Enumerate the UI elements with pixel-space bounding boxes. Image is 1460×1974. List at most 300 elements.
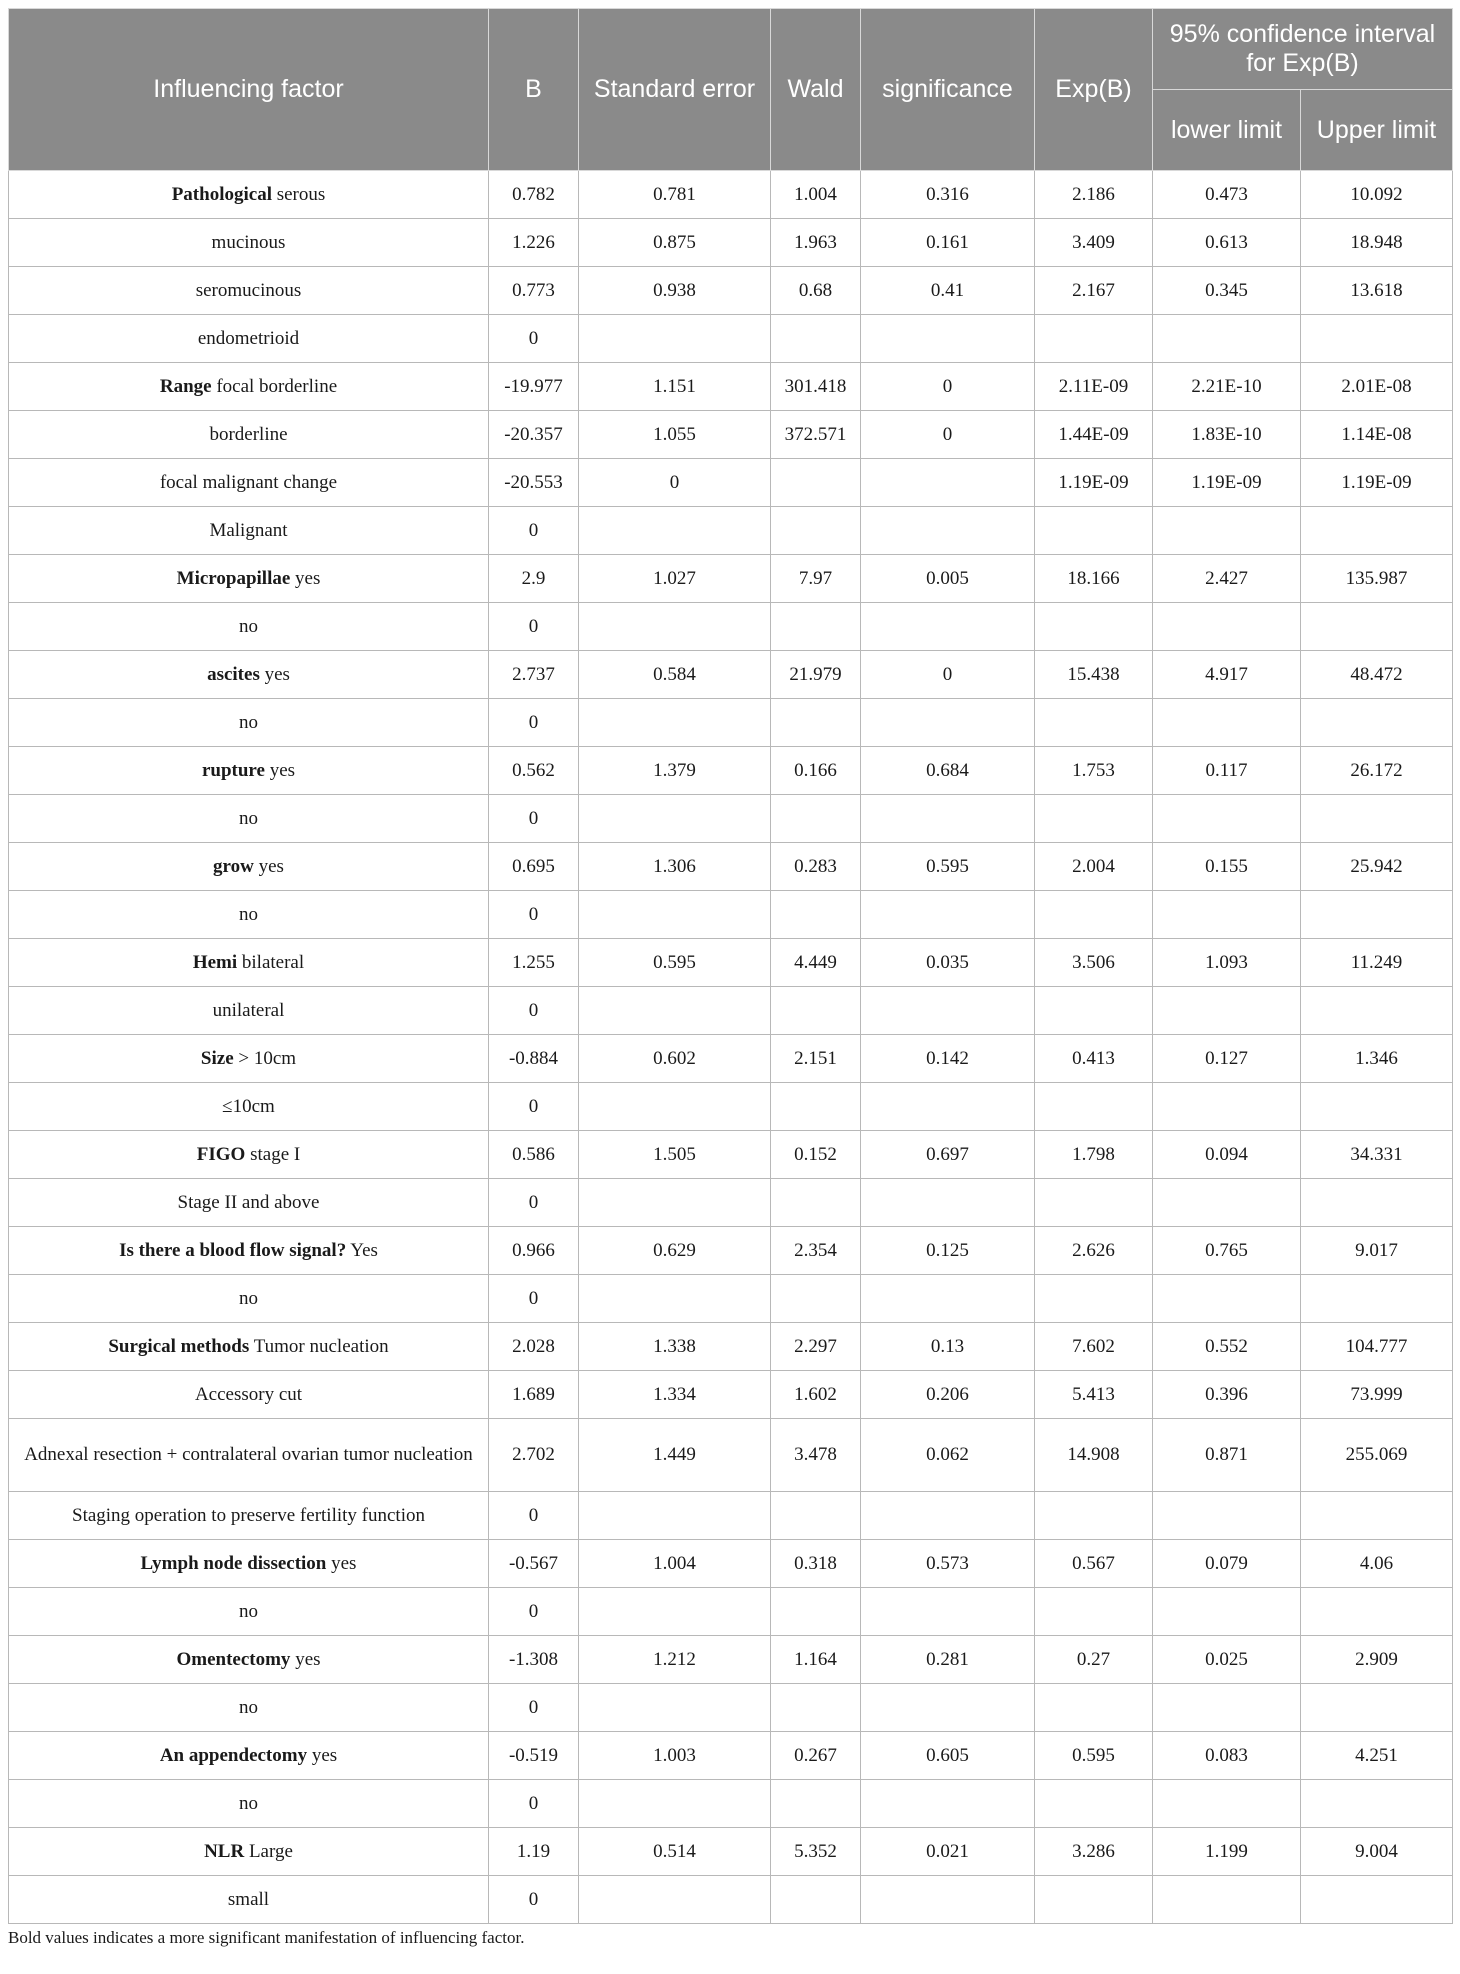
header-upper-limit: Upper limit [1301,90,1453,171]
cell-sig [861,1275,1035,1323]
cell-sig: 0.605 [861,1732,1035,1780]
cell-upper [1301,603,1453,651]
factor-level: no [239,1600,258,1622]
cell-se: 0.584 [579,651,771,699]
cell-se: 0.781 [579,171,771,219]
cell-sig [861,699,1035,747]
cell-expb: 0.567 [1035,1540,1153,1588]
cell-se: 1.027 [579,555,771,603]
table-row [9,1540,1453,1588]
table-row [9,939,1453,987]
cell-lower [1153,1780,1301,1828]
cell-expb [1035,1588,1153,1636]
factor-name: rupture [201,759,265,781]
cell-se: 1.505 [579,1131,771,1179]
table-row [9,1419,1453,1492]
cell-upper [1301,1684,1453,1732]
cell-factor [9,1227,489,1275]
cell-b: 0.966 [489,1227,579,1275]
cell-wald: 3.478 [771,1419,861,1492]
cell-b: 0 [489,315,579,363]
cell-lower: 0.127 [1153,1035,1301,1083]
cell-b: 0 [489,1179,579,1227]
cell-wald: 1.963 [771,219,861,267]
cell-wald [771,1876,861,1924]
header-standard-error: Standard error [579,9,771,171]
cell-factor [9,315,489,363]
cell-expb: 2.167 [1035,267,1153,315]
cell-sig: 0 [861,651,1035,699]
cell-se [579,1876,771,1924]
factor-level: ≤10cm [222,1095,275,1117]
cell-factor [9,1636,489,1684]
cell-b: 0 [489,603,579,651]
cell-wald: 7.97 [771,555,861,603]
cell-sig: 0.573 [861,1540,1035,1588]
cell-factor [9,1828,489,1876]
cell-expb [1035,1083,1153,1131]
factor-level: Staging operation to preserve fertility function [72,1504,425,1526]
cell-sig [861,315,1035,363]
cell-factor [9,219,489,267]
cell-sig [861,1492,1035,1540]
cell-sig: 0.697 [861,1131,1035,1179]
cell-factor [9,939,489,987]
cell-expb: 1.19E-09 [1035,459,1153,507]
cell-upper: 255.069 [1301,1419,1453,1492]
cell-b: 0 [489,891,579,939]
cell-sig: 0.035 [861,939,1035,987]
regression-table [8,8,1453,1924]
factor-level: yes [295,1648,321,1670]
cell-upper: 25.942 [1301,843,1453,891]
table-row [9,843,1453,891]
factor-level: yes [264,663,290,685]
cell-lower: 0.765 [1153,1227,1301,1275]
cell-wald: 0.166 [771,747,861,795]
cell-upper: 26.172 [1301,747,1453,795]
factor-level: yes [295,567,321,589]
cell-wald [771,507,861,555]
cell-expb: 2.004 [1035,843,1153,891]
cell-b: 0.695 [489,843,579,891]
cell-wald: 5.352 [771,1828,861,1876]
cell-se [579,1275,771,1323]
factor-level: no [239,615,258,637]
cell-wald: 0.152 [771,1131,861,1179]
cell-factor [9,1588,489,1636]
cell-lower: 0.396 [1153,1371,1301,1419]
cell-wald [771,1684,861,1732]
cell-upper: 13.618 [1301,267,1453,315]
cell-se: 0.514 [579,1828,771,1876]
table-row [9,1828,1453,1876]
table-row [9,1636,1453,1684]
cell-wald: 0.318 [771,1540,861,1588]
header-influencing-factor: Influencing factor [9,9,489,171]
cell-se: 1.003 [579,1732,771,1780]
cell-wald: 4.449 [771,939,861,987]
table-row [9,1275,1453,1323]
cell-wald [771,1179,861,1227]
cell-se [579,699,771,747]
cell-sig [861,1684,1035,1732]
factor-name: Range [159,375,212,397]
cell-se: 1.379 [579,747,771,795]
factor-level: unilateral [212,999,285,1021]
cell-b: -20.553 [489,459,579,507]
cell-wald: 2.354 [771,1227,861,1275]
cell-b: 2.9 [489,555,579,603]
cell-b: 0 [489,1780,579,1828]
cell-factor [9,1179,489,1227]
cell-sig [861,1876,1035,1924]
cell-b: -1.308 [489,1636,579,1684]
cell-lower: 0.871 [1153,1419,1301,1492]
cell-se: 0.875 [579,219,771,267]
cell-se [579,795,771,843]
header-wald: Wald [771,9,861,171]
cell-se: 1.212 [579,1636,771,1684]
cell-upper [1301,315,1453,363]
cell-lower [1153,507,1301,555]
cell-sig [861,1083,1035,1131]
cell-expb [1035,1275,1153,1323]
cell-se: 0.602 [579,1035,771,1083]
header-b: B [489,9,579,171]
cell-upper: 2.01E-08 [1301,363,1453,411]
cell-b: 0 [489,795,579,843]
factor-name: Micropapillae [176,567,291,589]
cell-upper: 1.346 [1301,1035,1453,1083]
cell-lower: 0.552 [1153,1323,1301,1371]
cell-wald [771,315,861,363]
table-row [9,1780,1453,1828]
cell-factor [9,363,489,411]
factor-level: Accessory cut [194,1383,303,1405]
cell-factor [9,1275,489,1323]
cell-expb [1035,1876,1153,1924]
table-row [9,411,1453,459]
cell-wald [771,987,861,1035]
factor-level: > 10cm [238,1047,297,1069]
factor-level: no [239,711,258,733]
table-row [9,1323,1453,1371]
header-lower-limit: lower limit [1153,90,1301,171]
cell-upper: 11.249 [1301,939,1453,987]
factor-level: mucinous [211,231,286,253]
cell-se [579,603,771,651]
cell-wald: 372.571 [771,411,861,459]
cell-b: 2.028 [489,1323,579,1371]
cell-factor [9,1371,489,1419]
factor-level: yes [258,855,284,877]
factor-name: Surgical methods [108,1335,250,1357]
cell-b: 0 [489,1588,579,1636]
cell-factor [9,891,489,939]
cell-upper [1301,507,1453,555]
cell-b: 0 [489,1876,579,1924]
factor-name: ascites [207,663,260,685]
table-row [9,699,1453,747]
table-row [9,1083,1453,1131]
cell-expb: 5.413 [1035,1371,1153,1419]
factor-level: Tumor nucleation [253,1335,389,1357]
cell-factor [9,1492,489,1540]
header-exp-b: Exp(B) [1035,9,1153,171]
cell-factor [9,555,489,603]
cell-sig [861,795,1035,843]
cell-lower: 2.21E-10 [1153,363,1301,411]
table-body [9,171,1453,1924]
cell-factor [9,1540,489,1588]
cell-expb: 3.506 [1035,939,1153,987]
cell-factor [9,1684,489,1732]
cell-factor [9,507,489,555]
factor-level: focal malignant change [159,471,338,493]
cell-lower: 1.19E-09 [1153,459,1301,507]
cell-wald [771,795,861,843]
cell-factor [9,1419,489,1492]
cell-upper: 2.909 [1301,1636,1453,1684]
cell-b: 1.255 [489,939,579,987]
cell-upper: 4.06 [1301,1540,1453,1588]
cell-se: 0.629 [579,1227,771,1275]
cell-sig [861,1179,1035,1227]
cell-sig: 0.062 [861,1419,1035,1492]
cell-expb [1035,699,1153,747]
cell-sig: 0.005 [861,555,1035,603]
factor-name: Omentectomy [176,1648,291,1670]
table-row [9,171,1453,219]
factor-name: FIGO [196,1143,246,1165]
factor-name: grow [213,855,254,877]
cell-lower [1153,1876,1301,1924]
cell-upper [1301,1275,1453,1323]
cell-se [579,315,771,363]
factor-name: Size [200,1047,234,1069]
table-header [9,9,1453,171]
cell-upper [1301,795,1453,843]
table-row [9,363,1453,411]
cell-wald [771,891,861,939]
table-row [9,1732,1453,1780]
cell-wald [771,1083,861,1131]
factor-level: no [239,1287,258,1309]
cell-lower: 1.093 [1153,939,1301,987]
cell-factor [9,1732,489,1780]
table-row [9,1371,1453,1419]
cell-se [579,1588,771,1636]
cell-se: 1.004 [579,1540,771,1588]
factor-level: focal borderline [216,375,338,397]
table-row [9,1179,1453,1227]
factor-level: Adnexal resection + contralateral ovarian tumor nucleation [24,1444,473,1465]
cell-b: 0 [489,1684,579,1732]
cell-se [579,1083,771,1131]
cell-lower: 0.345 [1153,267,1301,315]
cell-b: 0 [489,507,579,555]
cell-upper: 10.092 [1301,171,1453,219]
factor-level: no [239,1792,258,1814]
cell-lower [1153,315,1301,363]
cell-upper: 9.004 [1301,1828,1453,1876]
cell-upper [1301,1083,1453,1131]
cell-factor [9,1131,489,1179]
cell-se: 1.338 [579,1323,771,1371]
cell-upper [1301,1492,1453,1540]
cell-se: 1.055 [579,411,771,459]
cell-upper [1301,1588,1453,1636]
cell-sig: 0.684 [861,747,1035,795]
cell-factor [9,795,489,843]
table-row [9,987,1453,1035]
cell-expb: 15.438 [1035,651,1153,699]
cell-lower: 0.155 [1153,843,1301,891]
cell-se: 1.151 [579,363,771,411]
cell-upper: 73.999 [1301,1371,1453,1419]
cell-sig: 0.161 [861,219,1035,267]
cell-expb [1035,987,1153,1035]
factor-name: An appendectomy [159,1744,308,1766]
cell-wald: 2.151 [771,1035,861,1083]
cell-sig: 0.125 [861,1227,1035,1275]
cell-b: 1.226 [489,219,579,267]
cell-expb: 2.626 [1035,1227,1153,1275]
cell-sig [861,507,1035,555]
cell-sig [861,987,1035,1035]
factor-level: endometrioid [197,327,300,349]
cell-lower: 0.613 [1153,219,1301,267]
cell-b: 0.562 [489,747,579,795]
cell-expb [1035,1684,1153,1732]
cell-expb: 7.602 [1035,1323,1153,1371]
cell-lower [1153,1275,1301,1323]
cell-lower [1153,1179,1301,1227]
cell-se [579,1780,771,1828]
cell-wald: 0.68 [771,267,861,315]
cell-b: -20.357 [489,411,579,459]
cell-b: 0 [489,699,579,747]
cell-wald [771,1588,861,1636]
cell-expb: 3.409 [1035,219,1153,267]
cell-wald: 0.267 [771,1732,861,1780]
cell-expb: 0.413 [1035,1035,1153,1083]
cell-upper: 48.472 [1301,651,1453,699]
cell-upper [1301,699,1453,747]
cell-upper: 34.331 [1301,1131,1453,1179]
cell-b: -0.884 [489,1035,579,1083]
cell-expb [1035,795,1153,843]
cell-expb [1035,603,1153,651]
cell-b: 1.19 [489,1828,579,1876]
cell-upper: 18.948 [1301,219,1453,267]
cell-se [579,891,771,939]
cell-sig: 0.142 [861,1035,1035,1083]
cell-sig: 0.595 [861,843,1035,891]
cell-expb: 0.595 [1035,1732,1153,1780]
cell-sig: 0.13 [861,1323,1035,1371]
cell-factor [9,1876,489,1924]
cell-sig [861,891,1035,939]
cell-upper: 1.19E-09 [1301,459,1453,507]
cell-b: 2.702 [489,1419,579,1492]
table-row [9,555,1453,603]
cell-lower [1153,987,1301,1035]
cell-lower [1153,795,1301,843]
cell-factor [9,651,489,699]
cell-sig [861,1780,1035,1828]
cell-wald: 2.297 [771,1323,861,1371]
cell-wald [771,459,861,507]
cell-lower [1153,1588,1301,1636]
cell-expb [1035,1492,1153,1540]
table-row [9,1227,1453,1275]
cell-upper [1301,1876,1453,1924]
factor-name: Is there a blood flow signal? [119,1239,347,1261]
factor-level: no [239,903,258,925]
cell-lower: 0.083 [1153,1732,1301,1780]
cell-lower: 0.094 [1153,1131,1301,1179]
cell-se: 1.449 [579,1419,771,1492]
cell-upper [1301,1780,1453,1828]
cell-factor [9,747,489,795]
table-footnote: Bold values indicates a more significant manifestation of influencing factor. [8,1928,525,1947]
cell-expb: 1.798 [1035,1131,1153,1179]
cell-factor [9,603,489,651]
cell-factor [9,1083,489,1131]
cell-upper [1301,891,1453,939]
factor-level: no [239,1696,258,1718]
cell-se: 0.938 [579,267,771,315]
factor-level: borderline [209,423,288,445]
cell-lower [1153,699,1301,747]
cell-lower: 0.117 [1153,747,1301,795]
cell-wald: 0.283 [771,843,861,891]
cell-expb [1035,1179,1153,1227]
factor-level: bilateral [241,951,305,973]
factor-level: Large [248,1840,293,1862]
table-row [9,651,1453,699]
cell-lower [1153,603,1301,651]
cell-se: 1.306 [579,843,771,891]
cell-wald [771,603,861,651]
cell-b: -0.519 [489,1732,579,1780]
cell-b: 2.737 [489,651,579,699]
cell-expb: 2.11E-09 [1035,363,1153,411]
cell-lower: 2.427 [1153,555,1301,603]
table-row [9,747,1453,795]
cell-sig: 0 [861,411,1035,459]
cell-lower: 0.079 [1153,1540,1301,1588]
table-row [9,459,1453,507]
cell-se: 0.595 [579,939,771,987]
cell-factor [9,1323,489,1371]
cell-se [579,1179,771,1227]
cell-expb [1035,1780,1153,1828]
cell-factor [9,843,489,891]
cell-se [579,1492,771,1540]
cell-sig [861,603,1035,651]
cell-expb [1035,315,1153,363]
cell-factor [9,267,489,315]
factor-name: Pathological [171,183,272,205]
cell-upper: 1.14E-08 [1301,411,1453,459]
cell-b: -0.567 [489,1540,579,1588]
cell-wald: 1.004 [771,171,861,219]
cell-b: 0.586 [489,1131,579,1179]
cell-expb [1035,507,1153,555]
